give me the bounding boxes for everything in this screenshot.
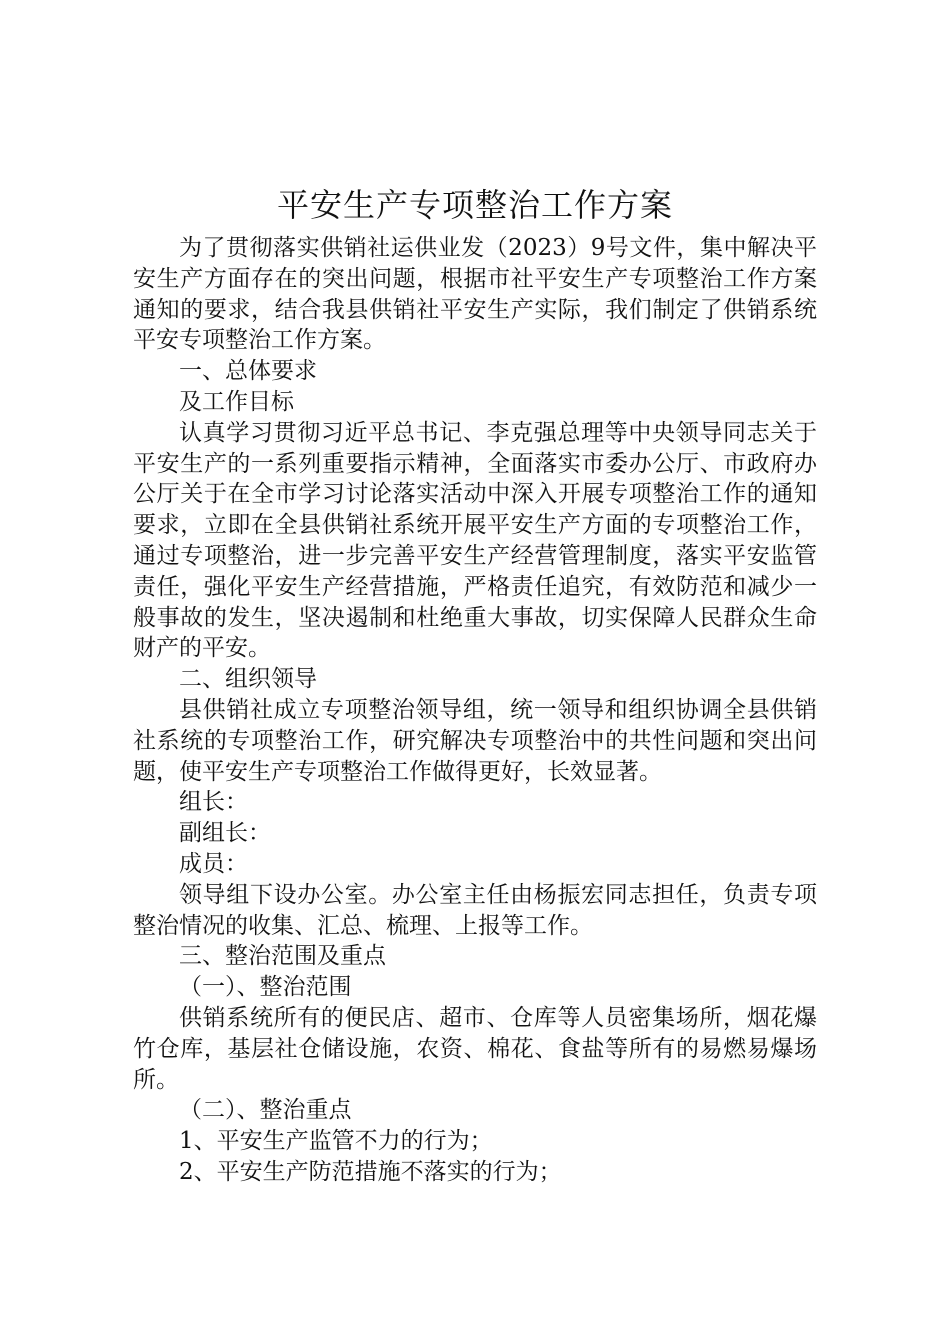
heading-work-goals: 及工作目标 [179,388,294,415]
paragraph-scope: 供销系统所有的便民店、超市、仓库等人员密集场所，烟花爆竹仓库，基层社仓储设施，农资、棉花、食盐等所有的易燃易爆场所。 [133,1004,817,1093]
heading-organization: 二、组织领导 [179,666,317,693]
heading-general-requirements: 一、总体要求 [179,358,317,385]
heading-scope: 三、整治范围及重点 [179,943,386,970]
document-title: 平安生产专项整治工作方案 [276,186,673,224]
paragraph-organization: 县供销社成立专项整治领导组，统一领导和组织协调全县供销社系统的专项整治工作，研究解决专项整治中的共性问题和突出问题，使平安生产专项整治工作做得更好，长效显著。 [133,696,817,785]
paragraph-office: 领导组下设办公室。办公室主任由杨振宏同志担任，负责专项整治情况的收集、汇总、梳理、上报等工作。 [133,881,817,939]
paragraph-goals: 认真学习贯彻习近平总书记、李克强总理等中央领导同志关于平安生产的一系列重要指示精神，全面落实市委办公厅、市政府办公厅关于在全市学习讨论落实活动中深入开展专项整治工作的通知要求，立即在全县供销社系统开展平安生产方面的专项整治工作，通过专项整治，进一步完善平安生产经营管理制度，落实平安监管责任，强化平安生产经营措施，严格责任追究，有效防范和减少一般事故的发生，坚决遏制和杜绝重大事故，切实保障人民群众生命财产的平安。 [133,419,817,662]
paragraph-intro: 为了贯彻落实供销社运供业发（2023）9号文件，集中解决平安生产方面存在的突出问题，根据市社平安生产专项整治工作方案通知的要求，结合我县供销社平安生产实际，我们制定了供销系统平安专项整治工作方案。 [133,235,817,354]
line-members: 成员： [179,850,248,877]
document-body [133,233,817,1188]
subheading-scope: （一）、整治范围 [179,974,352,1001]
list-item-1: 1、平安生产监管不力的行为； [179,1128,493,1155]
list-item-2: 2、平安生产防范措施不落实的行为； [179,1158,562,1185]
subheading-key-points: （二）、整治重点 [179,1097,352,1124]
line-deputy-leader: 副组长： [179,820,271,847]
line-group-leader: 组长： [179,789,248,816]
